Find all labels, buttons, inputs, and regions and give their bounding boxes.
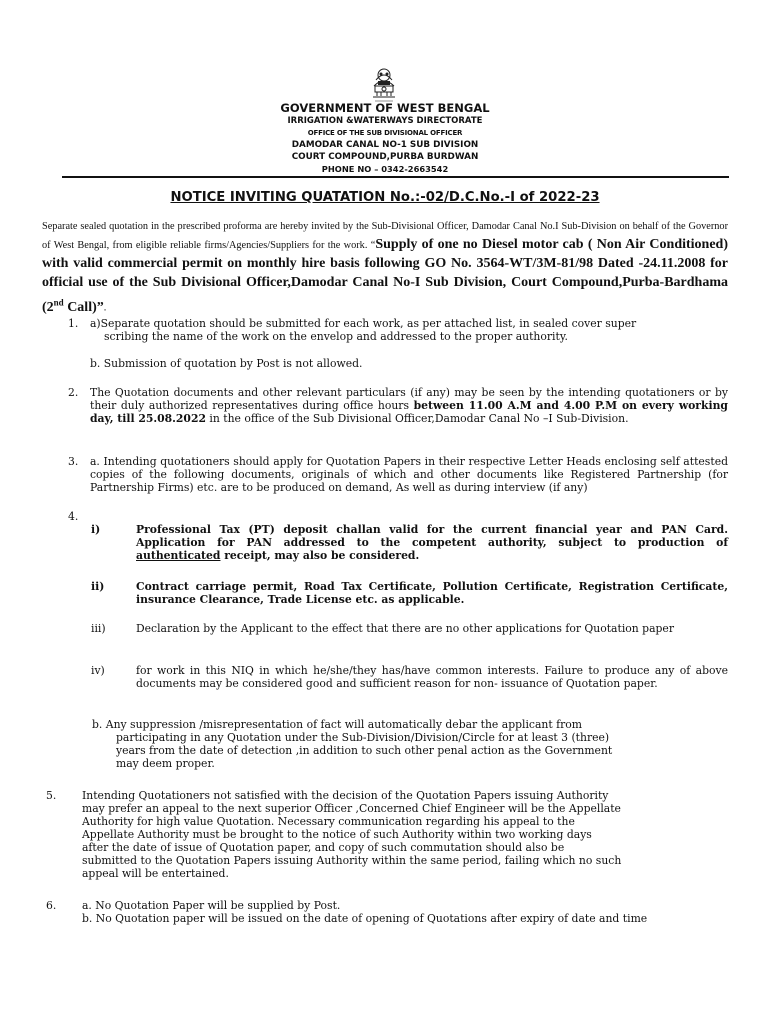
intro-work: Supply of one no Diesel motor cab ( Non Air Conditioned) with valid commercial permit on monthly hire basis following GO No. 3564-WT/3M-81/98 Dated -24.11.2008 for official use of the Sub Divisional Officer,Damodar Canal No-I Sub Division, Court Compound,Purba-Bardhama (2 [42,237,728,315]
doc-iii-label: iii) [91,622,106,635]
item-5-number: 5. [46,789,57,802]
intro-paragraph [42,218,728,318]
state-emblem-icon [367,66,401,106]
item-5-line5: after the date of issue of Quotation paper, and copy of such commutation should also be [82,841,565,854]
item-1b: b. Submission of quotation by Post is not allowed. [90,357,363,370]
header-division: DAMODAR CANAL NO-1 SUB DIVISION [291,140,479,150]
item-1a-line1: a)Separate quotation should be submitted for each work, as per attached list, in sealed cover super [90,317,637,330]
item-4-number: 4. [68,510,79,523]
item-6-number: 6. [46,899,57,912]
header-directorate: IRRIGATION &WATERWAYS DIRECTORATE [287,116,483,126]
item-6a: a. No Quotation Paper will be supplied by Post. [82,899,341,912]
item-5-line7: appeal will be entertained. [82,867,229,880]
doc-iv-label: iv) [91,664,105,677]
item-3b-line1: b. Any suppression /misrepresentation of fact will automatically debar the applicant from [92,718,583,731]
item-3b-line4: may deem proper. [116,757,215,770]
item-2-post: in the office of the Sub Divisional Officer,Damodar Canal No –I Sub-Division. [205,412,629,425]
item-3a-text: a. Intending quotationers should apply for Quotation Papers in their respective Letter Heads enclosing self attested copies of the following documents, originals of which and other documents like Registered Partnership (for Partnership Firms) etc. are to be produced on demand, As well as during interview (if any) [90,455,728,494]
header-government: GOVERNMENT OF WEST BENGAL [280,101,490,115]
intro-end: . [103,302,107,314]
doc-ii-label: ii) [91,580,105,593]
header-address: COURT COMPOUND,PURBA BURDWAN [291,152,479,162]
item-5-line2: may prefer an appeal to the next superior Officer ,Concerned Chief Engineer will be the Appellate [82,802,621,815]
header-phone: PHONE NO – 0342-2663542 [321,164,449,174]
intro-lead: Separate sealed quotation in the prescribed proforma are hereby invited by the Sub-Divisional Officer, Damodar Canal No.I Sub-Division on behalf of the Governor of West Bengal, from eligible reliable firms/Agencies/Suppliers for the work. “ [42,221,728,251]
intro-call: Call)” [63,299,104,315]
item-3b-line2: participating in any Quotation under the Sub-Division/Division/Circle for at least 3 (three) [116,731,610,744]
doc-i-text [136,523,728,562]
item-3b-line3: years from the date of detection ,in addition to such other penal action as the Government [116,744,613,757]
item-3-number: 3. [68,455,79,468]
doc-ii-text: Contract carriage permit, Road Tax Certificate, Pollution Certificate, Registration Certificate, insurance Clearance, Trade License etc. as applicable. [136,580,728,606]
item-2-number: 2. [68,386,79,399]
doc-i-post: receipt, may also be considered. [220,549,420,562]
item-6b: b. No Quotation paper will be issued on the date of opening of Quotations after expiry of date and time [82,912,648,925]
item-2-pre: The Quotation documents and other relevant particulars (if any) may be seen by the intending quotationers or by their duly authorized representatives during office hours [90,386,728,412]
item-5-line1: Intending Quotationers not satisfied with the decision of the Quotation Papers issuing Authority [82,789,609,802]
item-5-line4: Appellate Authority must be brought to the notice of such Authority within two working days [82,828,592,841]
item-5-line3: Authority for high value Quotation. Necessary communication regarding his appeal to the [82,815,575,828]
item-5-line6: submitted to the Quotation Papers issuing Authority within the same period, failing which no such [82,854,622,867]
doc-iv-text: for work in this NIQ in which he/she/they has/have common interests. Failure to produce any of above documents may be considered good and sufficient reason for non- issuance of Quotation paper. [136,664,728,690]
intro-sup: nd [53,297,64,307]
item-1-number: 1. [68,317,79,330]
item-2-text [90,386,728,425]
header-office: OFFICE OF THE SUB DIVISIONAL OFFICER [307,129,463,137]
doc-i-pre: Professional Tax (PT) deposit challan valid for the current financial year and PAN Card. Application for PAN addressed to the competent authority, subject to production of [136,523,728,549]
doc-iii-text: Declaration by the Applicant to the effect that there are no other applications for Quotation paper [136,622,674,635]
header-divider [62,176,729,178]
item-1a-line2: scribing the name of the work on the envelop and addressed to the proper authority. [104,330,568,343]
doc-i-authenticated: authenticated [136,549,221,562]
item-2-hours: between 11.00 A.M and 4.00 P.M on every working day, till 25.08.2022 [90,399,728,425]
notice-title: NOTICE INVITING QUATATION No.:-02/D.C.No.-I of 2022-23 [170,190,600,205]
doc-i-label: i) [91,523,101,536]
